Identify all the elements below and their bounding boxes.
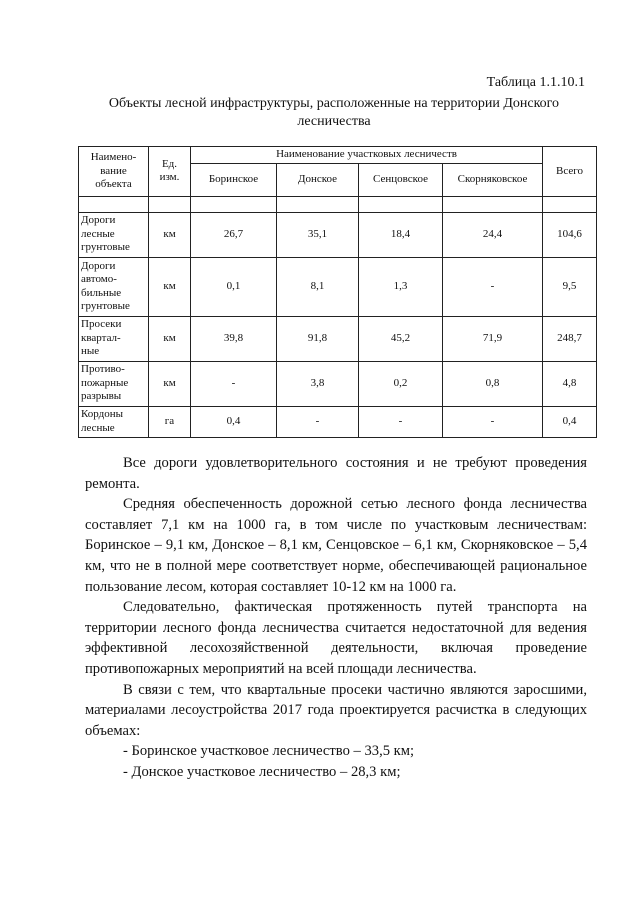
object-name-cell: Просеки квартал- ные	[79, 316, 149, 361]
table-row	[79, 406, 597, 437]
object-name-cell: Дороги автомо- бильные грунтовые	[79, 257, 149, 316]
value-cell: 0,1	[191, 257, 277, 316]
value-cell: -	[443, 257, 543, 316]
value-cell: -	[443, 406, 543, 437]
column-number	[277, 196, 359, 212]
table-row	[79, 212, 597, 257]
header-forestry: Сенцовское	[359, 163, 443, 196]
value-cell: 0,2	[359, 361, 443, 406]
total-cell: 4,8	[543, 361, 597, 406]
value-cell: 0,4	[191, 406, 277, 437]
table-number: Таблица 1.1.10.1	[486, 75, 585, 90]
column-numbers-row	[79, 196, 597, 212]
unit-cell: км	[149, 361, 191, 406]
header-unit: Ед. изм.	[149, 147, 191, 197]
header-object-name: Наимено- вание объекта	[79, 147, 149, 197]
value-cell: 39,8	[191, 316, 277, 361]
header-forestry: Донское	[277, 163, 359, 196]
caption-line: лесничества	[297, 114, 371, 129]
caption-line: Объекты лесной инфраструктуры, расположенные на территории Донского	[108, 96, 560, 111]
table-row	[79, 257, 597, 316]
paragraph: Средняя обеспеченность дорожной сетью лесного фонда лесничества составляет 7,1 км на 1000 га, в том числе по участковым лесничествам: Боринское – 9,1 км, Донское – 8,1 км, Сенцовское – 6,1 км, Скорняковское – 5,4 км, что не в полной мере соответствует норме, обеспечивающей рациональное пользование лесом, которая составляет 10-12 км на 1000 га.	[85, 496, 587, 595]
value-cell: -	[359, 406, 443, 437]
object-name-cell: Противо- пожарные разрывы	[79, 361, 149, 406]
table-row	[79, 361, 597, 406]
paragraph: Все дороги удовлетворительного состояния и не требуют проведения ремонта.	[85, 455, 587, 492]
value-cell: 0,8	[443, 361, 543, 406]
value-cell: 71,9	[443, 316, 543, 361]
infrastructure-table	[78, 146, 597, 438]
total-cell: 248,7	[543, 316, 597, 361]
header-total: Всего	[543, 147, 597, 197]
column-number	[149, 196, 191, 212]
header-forestries-group: Наименование участковых лесничеств	[191, 147, 543, 164]
unit-cell: км	[149, 212, 191, 257]
paragraph: Следовательно, фактическая протяженность путей транспорта на территории лесного фонда лесничества считается недостаточной для ведения эффективной лесохозяйственной деятельности, включая проведение противопожарных мероприятий на всей площади лесничества.	[85, 599, 587, 677]
column-number	[543, 196, 597, 212]
unit-cell: км	[149, 257, 191, 316]
paragraph: В связи с тем, что квартальные просеки частично являются заросшими, материалами лесоустройства 2017 года проектируется расчистка в следующих объемах:	[85, 681, 587, 739]
unit-cell: км	[149, 316, 191, 361]
total-cell: 0,4	[543, 406, 597, 437]
table-caption	[60, 95, 608, 131]
value-cell: 18,4	[359, 212, 443, 257]
column-number	[79, 196, 149, 212]
value-cell: 91,8	[277, 316, 359, 361]
value-cell: 45,2	[359, 316, 443, 361]
header-forestry: Боринское	[191, 163, 277, 196]
value-cell: -	[191, 361, 277, 406]
object-name-cell: Кордоны лесные	[79, 406, 149, 437]
table-row	[79, 316, 597, 361]
value-cell: 24,4	[443, 212, 543, 257]
value-cell: 3,8	[277, 361, 359, 406]
column-number	[359, 196, 443, 212]
list-item: - Донское участковое лесничество – 28,3 км;	[123, 763, 401, 780]
total-cell: 9,5	[543, 257, 597, 316]
value-cell: 35,1	[277, 212, 359, 257]
header-forestry: Скорняковское	[443, 163, 543, 196]
value-cell: 8,1	[277, 257, 359, 316]
object-name-cell: Дороги лесные грунтовые	[79, 212, 149, 257]
unit-cell: га	[149, 406, 191, 437]
body-text	[85, 453, 587, 783]
total-cell: 104,6	[543, 212, 597, 257]
value-cell: -	[277, 406, 359, 437]
value-cell: 26,7	[191, 212, 277, 257]
list-item: - Боринское участковое лесничество – 33,5 км;	[123, 743, 415, 760]
value-cell: 1,3	[359, 257, 443, 316]
column-number	[443, 196, 543, 212]
column-number	[191, 196, 277, 212]
